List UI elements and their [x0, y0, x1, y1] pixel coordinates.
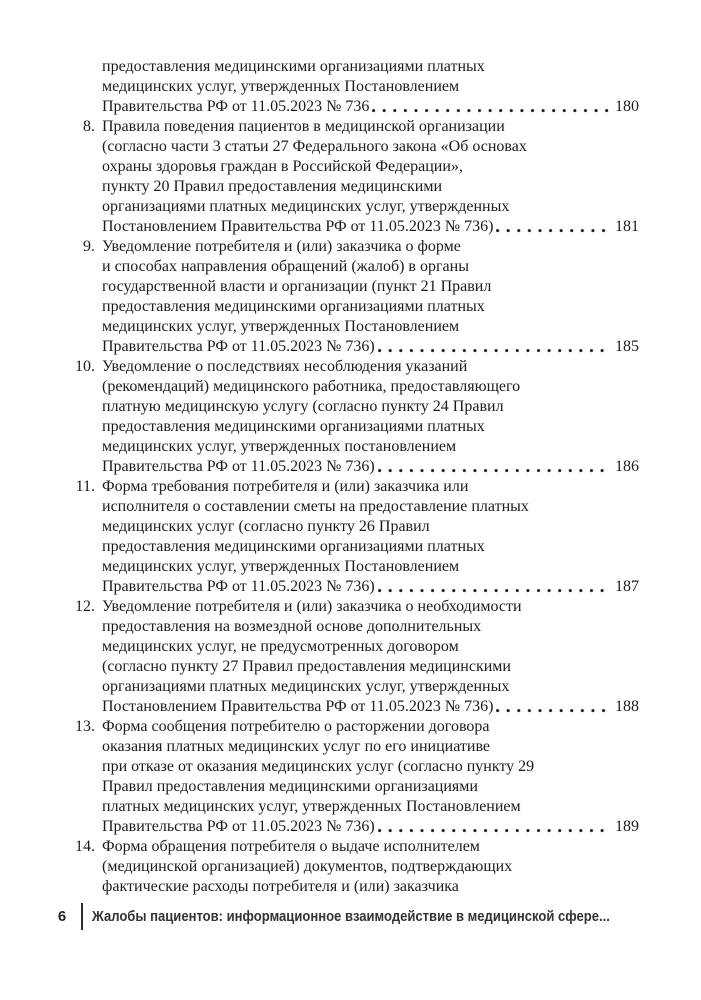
dot-leader: [496, 709, 610, 714]
toc-entry-line: предоставления медицинскими организациями платных: [102, 538, 485, 555]
toc-entry-line: Форма сообщения потребителю о расторжении договора: [102, 718, 490, 735]
dot-leader: [378, 469, 610, 474]
toc-entry-line: медицинских услуг, утвержденных Постановлением: [102, 558, 460, 575]
toc-entry-body: [102, 237, 639, 357]
toc-entry-body: [102, 117, 639, 237]
toc-entry[interactable]: [60, 357, 639, 477]
toc-entry-line: медицинских услуг, утвержденных Постановлением: [102, 318, 460, 335]
toc-entry-line: Правила поведения пациентов в медицинской организации: [102, 118, 505, 135]
dot-leader: [378, 829, 610, 834]
toc-entry-line: организациями платных медицинских услуг, утвержденных: [102, 678, 510, 695]
toc-entry-line: предоставления медицинскими организациями платных: [102, 418, 485, 435]
toc-entry[interactable]: [60, 597, 639, 717]
toc-entry-last-line: [102, 817, 639, 837]
toc-entry-line: Уведомление потребителя и (или) заказчика о необходимости: [102, 598, 522, 615]
toc-entry-tail-text: Постановлением Правительства РФ от 11.05.2023 № 736): [102, 698, 494, 715]
toc-entry-last-line: [102, 457, 639, 477]
toc-entry-line: (согласно пункту 27 Правил предоставления медицинскими: [102, 658, 511, 675]
toc-entry-body: [102, 57, 639, 117]
toc-entry-line: Уведомление о последствиях несоблюдения указаний: [102, 358, 468, 375]
toc-entry-last-line: [102, 97, 639, 117]
toc-entry-tail-text: Правительства РФ от 11.05.2023 № 736): [102, 338, 375, 355]
toc-entry-number: 10.: [75, 358, 95, 375]
toc-entry-line: Правил предоставления медицинскими организациями: [102, 778, 478, 795]
toc-entry-line: при отказе от оказания медицинских услуг (согласно пункту 29: [102, 758, 535, 775]
toc-entry-last-line: [102, 697, 639, 717]
toc-entry-page-number: 189: [615, 818, 639, 835]
toc-entry-number: [60, 57, 102, 117]
toc-entry-line: исполнителя о составлении сметы на предоставление платных: [102, 498, 529, 515]
toc-entry-line: медицинских услуг, утвержденных постановлением: [102, 438, 457, 455]
toc-entry-line: фактические расходы потребителя и (или) заказчика: [102, 878, 459, 895]
toc-entry-line: (медицинской организацией) документов, подтверждающих: [102, 858, 513, 875]
toc-entry-tail-text: Постановлением Правительства РФ от 11.05.2023 № 736): [102, 218, 494, 235]
toc-entry-body: [102, 357, 639, 477]
dot-leader: [378, 589, 610, 594]
toc-entry-last-line: [102, 337, 639, 357]
folio-page-number: 6: [57, 908, 67, 925]
footer-running-title: Жалобы пациентов: информационное взаимодействие в медицинской сфере...: [91, 908, 610, 925]
toc-entry-line: предоставления медицинскими организациями платных: [102, 298, 485, 315]
toc-entry[interactable]: [60, 837, 639, 897]
toc-entry-tail-text: Правительства РФ от 11.05.2023 № 736): [102, 818, 375, 835]
toc-entry-page-number: 181: [615, 218, 639, 235]
toc-entry-body: [102, 837, 639, 897]
toc-entry-last-line: [102, 217, 639, 237]
toc-entry-tail-text: Правительства РФ от 11.05.2023 № 736: [102, 98, 370, 115]
toc-entry-line: и способах направления обращений (жалоб) в органы: [102, 258, 469, 275]
toc: [60, 57, 639, 897]
toc-entry[interactable]: [60, 237, 639, 357]
toc-entry-body: [102, 597, 639, 717]
toc-entry-number: 13.: [75, 718, 95, 735]
dot-leader: [372, 109, 610, 114]
toc-entry-page-number: 180: [615, 98, 639, 115]
toc-entry-line: медицинских услуг, утвержденных Постановлением: [102, 78, 460, 95]
toc-entry-page-number: 185: [615, 338, 639, 355]
toc-entry-page-number: 186: [615, 458, 639, 475]
toc-entry-tail-text: Правительства РФ от 11.05.2023 № 736): [102, 458, 375, 475]
toc-entry[interactable]: [60, 717, 639, 837]
toc-entry[interactable]: [60, 117, 639, 237]
toc-entry-line: медицинских услуг, не предусмотренных договором: [102, 638, 459, 655]
toc-entry-line: охраны здоровья граждан в Российской Федерации»,: [102, 158, 463, 175]
toc-entry-page-number: 188: [615, 698, 639, 715]
dot-leader: [378, 349, 610, 354]
toc-entry-line: организациями платных медицинских услуг, утвержденных: [102, 198, 510, 215]
toc-entry-number: 14.: [75, 838, 95, 855]
toc-entry-body: [102, 717, 639, 837]
toc-entry-number: 9.: [83, 238, 95, 255]
toc-entry-line: медицинских услуг (согласно пункту 26 Правил: [102, 518, 430, 535]
toc-entry-line: Уведомление потребителя и (или) заказчика о форме: [102, 238, 461, 255]
dot-leader: [496, 229, 610, 234]
toc-entry-last-line: [102, 577, 639, 597]
footer-divider: [81, 903, 83, 930]
toc-entry-line: платных медицинских услуг, утвержденных Постановлением: [102, 798, 521, 815]
toc-entry-line: государственной власти и организации (пункт 21 Правил: [102, 278, 492, 295]
toc-entry-line: оказания платных медицинских услуг по его инициативе: [102, 738, 491, 755]
toc-entry-number: 11.: [75, 478, 95, 495]
toc-entry[interactable]: [60, 477, 639, 597]
toc-entry-line: пункту 20 Правил предоставления медицинскими: [102, 178, 443, 195]
toc-entry-line: предоставления на возмездной основе дополнительных: [102, 618, 482, 635]
toc-entry-line: Форма обращения потребителя о выдаче исполнителем: [102, 838, 480, 855]
toc-entry-line: (согласно части 3 статьи 27 Федерального закона «Об основах: [102, 138, 527, 155]
toc-entry-line: Форма требования потребителя и (или) заказчика или: [102, 478, 469, 495]
toc-entry-number: 12.: [75, 598, 95, 615]
toc-entry-body: [102, 477, 639, 597]
page-footer: [50, 903, 667, 930]
toc-entry-tail-text: Правительства РФ от 11.05.2023 № 736): [102, 578, 375, 595]
toc-entry-page-number: 187: [615, 578, 639, 595]
toc-entry-line: платную медицинскую услугу (согласно пункту 24 Правил: [102, 398, 504, 415]
toc-entry[interactable]: [60, 57, 639, 117]
toc-entry-number: 8.: [83, 118, 95, 135]
toc-entry-line: (рекомендаций) медицинского работника, предоставляющего: [102, 378, 521, 395]
toc-entry-line: предоставления медицинскими организациями платных: [102, 58, 485, 75]
